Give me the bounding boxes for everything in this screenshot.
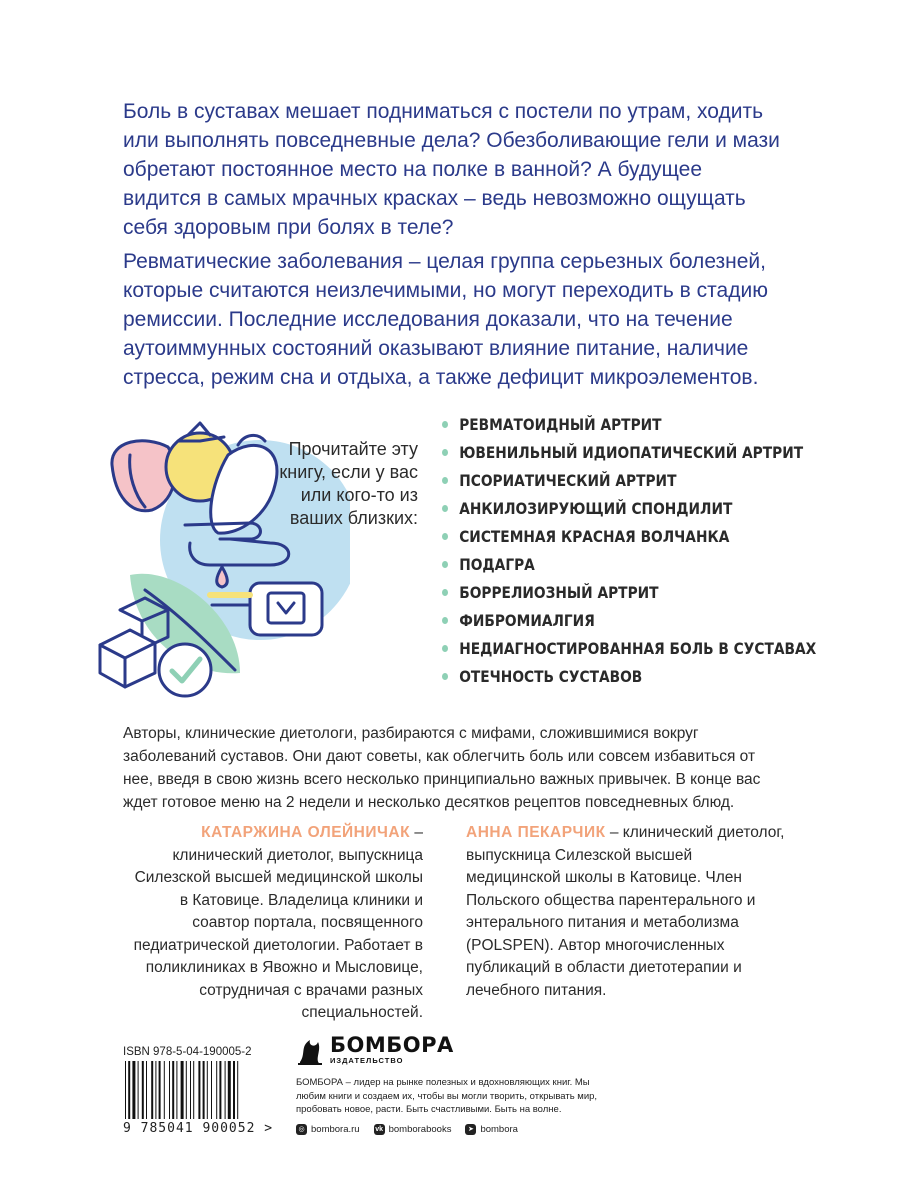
conditions-list — [442, 411, 877, 691]
intro-paragraph-1: Боль в суставах мешает подниматься с постели по утрам, ходить или выполнять повседневные дела? Обезболивающие гели и мази обретают постоянное место на полке в ванной? А будущее видится в самых мрачных красках – ведь невозможно ощущать себя здоровым при болях в теле? — [123, 100, 780, 239]
author-bio-2 — [466, 822, 786, 1002]
condition-label: СИСТЕМНАЯ КРАСНАЯ ВОЛЧАНКА — [459, 527, 730, 546]
barcode-bar — [190, 1061, 191, 1119]
bullet-dot — [442, 561, 448, 568]
barcode-bar — [159, 1061, 161, 1119]
barcode-bar — [164, 1061, 165, 1119]
bullet-dot — [442, 533, 448, 540]
barcode-icon — [123, 1061, 259, 1119]
barcode-bar — [128, 1061, 130, 1119]
barcode-bar — [228, 1061, 231, 1119]
vk-icon: vk — [375, 1125, 383, 1133]
bullet-dot — [442, 449, 448, 456]
barcode-bar — [181, 1061, 184, 1119]
bullet-dot — [442, 477, 448, 484]
publisher-logo — [296, 1034, 616, 1066]
publisher-block — [296, 1034, 616, 1135]
author-description: – клинический диетолог, выпускница Силезской высшей медицинской школы в Катовице. Член Польского общества парентерального и энтерального питания и метаболизма (POLSPEN). Автор многочисленных публикаций в области диетотерапии и лечебного питания. — [466, 824, 785, 999]
bullet-dot — [442, 617, 448, 624]
condition-item — [442, 551, 816, 579]
author-bio-1 — [123, 822, 423, 1025]
condition-item — [442, 579, 816, 607]
author-description: – клинический диетолог, выпускница Силезской высшей медицинской школы в Катовице. Владелица клиники и соавтор портала, посвященного педиатрической диетологии. Работает в поликлиниках в Явожно и Мысловице, сотрудничая с врачами разных специальностей. — [133, 824, 423, 1021]
barcode-bar — [151, 1061, 153, 1119]
barcode-bar — [193, 1061, 194, 1119]
condition-item — [442, 467, 816, 495]
social-label: bombora — [480, 1123, 518, 1135]
condition-item — [442, 523, 816, 551]
bullet-dot — [442, 589, 448, 596]
barcode-bar — [155, 1061, 156, 1119]
condition-label: ФИБРОМИАЛГИЯ — [459, 611, 595, 630]
condition-item — [442, 411, 816, 439]
bullet-dot — [442, 645, 448, 652]
condition-item — [442, 663, 816, 691]
telegram-icon: ➤ — [465, 1124, 476, 1135]
read-prompt: Прочитайте эту книгу, если у вас или кого-то из ваших близких: — [279, 439, 418, 528]
barcode-bar — [138, 1061, 139, 1119]
condition-label: ЮВЕНИЛЬНЫЙ ИДИОПАТИЧЕСКИЙ АРТРИТ — [459, 443, 804, 462]
barcode-bar — [169, 1061, 170, 1119]
condition-label: АНКИЛОЗИРУЮЩИЙ СПОНДИЛИТ — [459, 499, 733, 518]
barcode-bar — [172, 1061, 174, 1119]
barcode-bar — [225, 1061, 226, 1119]
bullet-dot — [442, 421, 448, 428]
publisher-name: БОМБОРА — [330, 1033, 454, 1058]
barcode-bar — [237, 1061, 238, 1119]
barcode-bar — [132, 1061, 135, 1119]
barcode-bar — [125, 1061, 126, 1119]
isbn-text: ISBN 978-5-04-190005-2 — [123, 1046, 252, 1058]
publisher-subtitle: ИЗДАТЕЛЬСТВО — [330, 1056, 404, 1066]
barcode-bar — [142, 1061, 144, 1119]
bombora-wave-icon — [296, 1034, 324, 1066]
barcode-bar — [198, 1061, 200, 1119]
social-link-website[interactable] — [296, 1124, 360, 1135]
barcode-bar — [211, 1061, 212, 1119]
barcode-bar — [176, 1061, 177, 1119]
condition-label: ПОДАГРА — [459, 555, 535, 574]
condition-label: БОРРЕЛИОЗНЫЙ АРТРИТ — [459, 583, 659, 602]
condition-item — [442, 607, 816, 635]
social-label: bombora.ru — [311, 1123, 360, 1135]
barcode-bar — [233, 1061, 235, 1119]
social-link-telegram[interactable] — [465, 1124, 518, 1135]
condition-label: ПСОРИАТИЧЕСКИЙ АРТРИТ — [459, 471, 677, 490]
barcode-bar — [216, 1061, 217, 1119]
condition-label: НЕДИАГНОСТИРОВАННАЯ БОЛЬ В СУСТАВАХ — [459, 639, 817, 658]
author-name: АННА ПЕКАРЧИК — [466, 824, 606, 841]
social-link-vk[interactable] — [374, 1124, 452, 1135]
authors-summary: Авторы, клинические диетологи, разбираются с мифами, сложившимися вокруг заболеваний суставов. Они дают советы, как облегчить боль или совсем избавиться от нее, введя в свою жизнь всего несколько принципиально важных привычек. В конце вас ждет готовое меню на 2 недели и несколько десятков рецептов повседневных блюд. — [123, 725, 761, 811]
condition-item — [442, 495, 816, 523]
barcode-number: 9 785041 900052 > — [123, 1121, 274, 1136]
condition-item — [442, 439, 816, 467]
barcode-bar — [219, 1061, 221, 1119]
condition-item — [442, 635, 816, 663]
social-label: bomborabooks — [388, 1123, 452, 1135]
bullet-dot — [442, 505, 448, 512]
barcode-bar — [207, 1061, 208, 1119]
condition-label: ОТЕЧНОСТЬ СУСТАВОВ — [459, 667, 643, 686]
bullet-dot — [442, 673, 448, 680]
condition-label: РЕВМАТОИДНЫЙ АРТРИТ — [459, 415, 662, 434]
social-links — [296, 1124, 616, 1135]
barcode-bar — [186, 1061, 187, 1119]
barcode-bar — [146, 1061, 147, 1119]
barcode-bar — [203, 1061, 205, 1119]
isbn-block — [123, 1046, 274, 1136]
author-name: КАТАРЖИНА ОЛЕЙНИЧАК — [201, 824, 411, 841]
publisher-description: БОМБОРА – лидер на рынке полезных и вдохновляющих книг. Мы любим книги и создаем их, чтобы вы могли творить, открывать мир, пробовать новое, расти. Быть счастливыми. Быть на волне. — [296, 1077, 598, 1115]
globe-icon: ◎ — [296, 1124, 307, 1135]
intro-paragraph-2: Ревматические заболевания – целая группа серьезных болезней, которые считаются неизлечимыми, но могут переходить в стадию ремиссии. Последние исследования доказали, что на течение аутоиммунных состояний оказывают влияние питание, наличие стресса, режим сна и отдыха, а также дефицит микроэлементов. — [123, 250, 768, 389]
